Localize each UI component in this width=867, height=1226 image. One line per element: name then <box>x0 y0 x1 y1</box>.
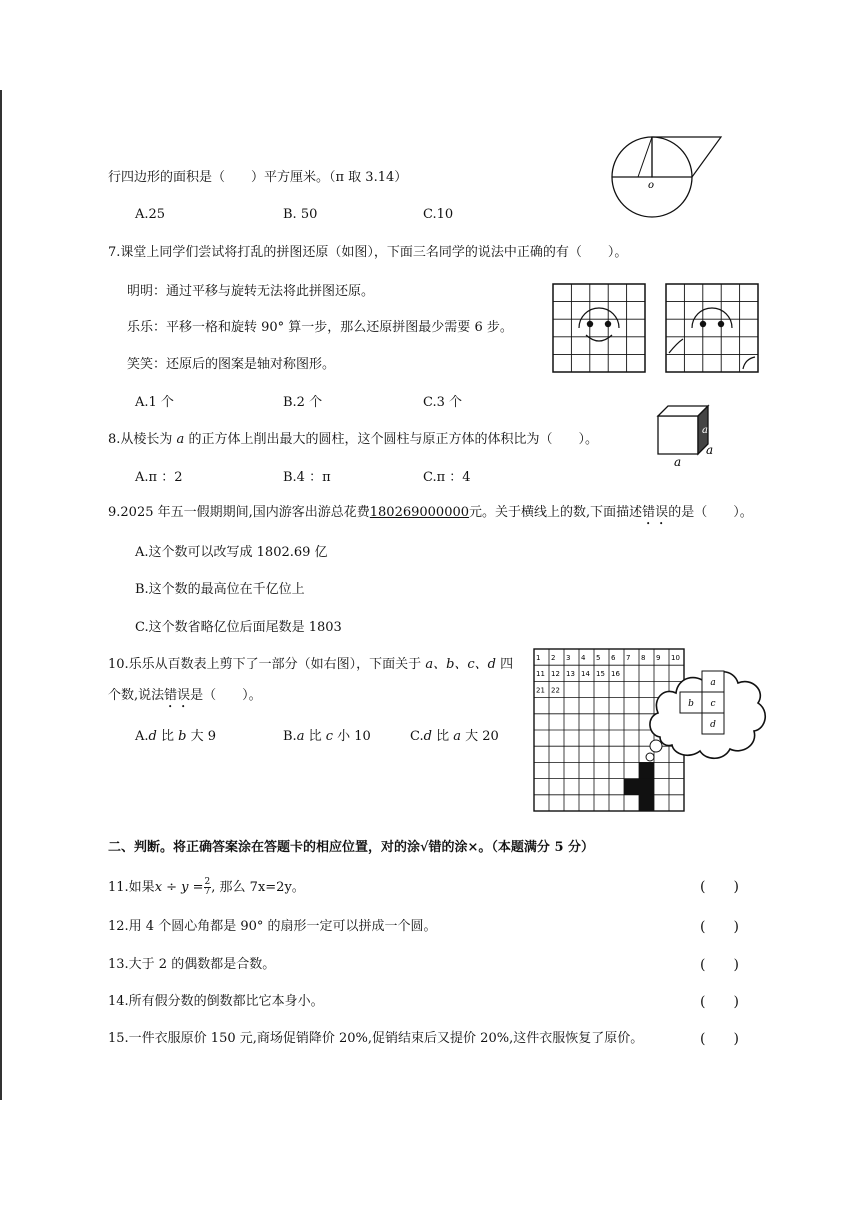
q9-number: 180269000000 <box>369 505 470 520</box>
q8-cube-figure <box>652 400 724 470</box>
q9-option-a: A.这个数可以改写成 1802.69 亿 <box>135 545 328 560</box>
section2-title: 二、判断。将正确答案涂在答题卡的相应位置，对的涂√错的涂×。（本题满分 5 分） <box>108 840 595 855</box>
grid-number-11: 11 <box>536 670 545 679</box>
grid-number-6: 6 <box>611 654 616 662</box>
q10-option-b: B.a 比 c 小 10 <box>283 729 371 744</box>
grid-number-12: 12 <box>551 670 560 679</box>
q9-stem: 9.2025 年五一假期期间,国内游客出游总花费180269000000元。关于横线上的数,下面描述错误的是（ ）。 <box>108 505 753 520</box>
grid-number-14: 14 <box>581 670 590 679</box>
q8-stem: 8.从棱长为 a 的正方体上削出最大的圆柱，这个圆柱与原正方体的体积比为（ ）。 <box>108 432 598 447</box>
q12-answer-paren[interactable]: ( ) <box>700 919 739 935</box>
q12-stem: 12.用 4 个圆心角都是 90° 的扇形一定可以拼成一个圆。 <box>108 919 437 934</box>
q13-answer-paren[interactable]: ( ) <box>700 957 739 973</box>
q7-puzzle-restored <box>552 283 647 373</box>
cloud-label-b: b <box>688 699 694 709</box>
q10-hundred-chart-figure <box>530 645 770 815</box>
q11-answer-paren[interactable]: ( ) <box>700 879 739 895</box>
q6-option-c: C.10 <box>423 207 454 222</box>
grid-number-7: 7 <box>626 654 631 662</box>
grid-number-4: 4 <box>581 654 586 662</box>
q10-stem-line2: 个数,说法错误是（ ）。 <box>108 688 262 703</box>
q11-fraction: $\frac{2}{7}$ <box>204 877 211 897</box>
q13-stem: 13.大于 2 的偶数都是合数。 <box>108 957 276 972</box>
q7-option-a: A.1 个 <box>135 395 174 410</box>
q6-circle-figure <box>610 135 730 220</box>
q14-answer-paren[interactable]: ( ) <box>700 994 739 1010</box>
q7-option-b: B.2 个 <box>283 395 323 410</box>
q7-statement-2: 乐乐：平移一格和旋转 90° 算一步，那么还原拼图最少需要 6 步。 <box>127 320 513 335</box>
q15-answer-paren[interactable]: ( ) <box>700 1031 739 1047</box>
q7-option-c: C.3 个 <box>423 395 463 410</box>
q10-stem-line1: 10.乐乐从百数表上剪下了一部分（如右图），下面关于 a、b、c、d 四 <box>108 657 514 672</box>
grid-number-8: 8 <box>641 654 646 662</box>
q11-stem: 11.如果x ÷ y = $\frac{2}{7}$ , 那么 7x=2y。 <box>108 877 305 897</box>
q6-center-label: o <box>648 180 655 191</box>
q8-cube-label-width: a <box>674 455 682 469</box>
q9-option-b: B.这个数的最高位在千亿位上 <box>135 582 305 597</box>
q7-statement-3: 笑笑：还原后的图案是轴对称图形。 <box>127 357 336 372</box>
cloud-label-a: a <box>710 678 716 688</box>
q8-cube-label-depth: a <box>706 443 714 457</box>
q8-option-a: A.π ：2 <box>135 470 183 485</box>
q10-option-a: A.d 比 b 大 9 <box>135 729 216 744</box>
q14-stem: 14.所有假分数的倒数都比它本身小。 <box>108 994 324 1009</box>
grid-number-16: 16 <box>611 670 620 679</box>
grid-number-2: 2 <box>551 654 556 662</box>
q15-stem: 15.一件衣服原价 150 元,商场促销降价 20%,促销结束后又提价 20%,这件衣服恢复了原价。 <box>108 1031 644 1046</box>
q6-option-a: A.25 <box>135 207 166 222</box>
grid-number-21: 21 <box>536 686 545 695</box>
q7-stem: 7.课堂上同学们尝试将打乱的拼图还原（如图），下面三名同学的说法中正确的有（ ）。 <box>108 245 628 260</box>
q7-statement-1: 明明：通过平移与旋转无法将此拼图还原。 <box>127 284 375 299</box>
q8-option-b: B.4 ：π <box>283 470 331 485</box>
q9-option-c: C.这个数省略亿位后面尾数是 1803 <box>135 620 342 635</box>
q8-cube-label-height: a <box>702 425 708 436</box>
q8-option-c: C.π ：4 <box>423 470 471 485</box>
q7-puzzle-scrambled <box>665 283 760 373</box>
grid-number-1: 1 <box>536 654 541 662</box>
grid-number-10: 10 <box>671 654 680 662</box>
grid-number-13: 13 <box>566 670 575 679</box>
q10-option-c: C.d 比 a 大 20 <box>410 729 499 744</box>
q6-option-b: B. 50 <box>283 207 318 222</box>
q6-stem: 行四边形的面积是（ ）平方厘米。（π 取 3.14） <box>108 170 408 185</box>
page-edge <box>0 90 2 1100</box>
grid-number-5: 5 <box>596 654 601 662</box>
cloud-label-d: d <box>710 720 716 730</box>
grid-number-15: 15 <box>596 670 605 679</box>
grid-number-22: 22 <box>551 686 560 695</box>
cloud-label-c: c <box>710 699 716 709</box>
grid-number-9: 9 <box>656 654 661 662</box>
grid-number-3: 3 <box>566 654 571 662</box>
